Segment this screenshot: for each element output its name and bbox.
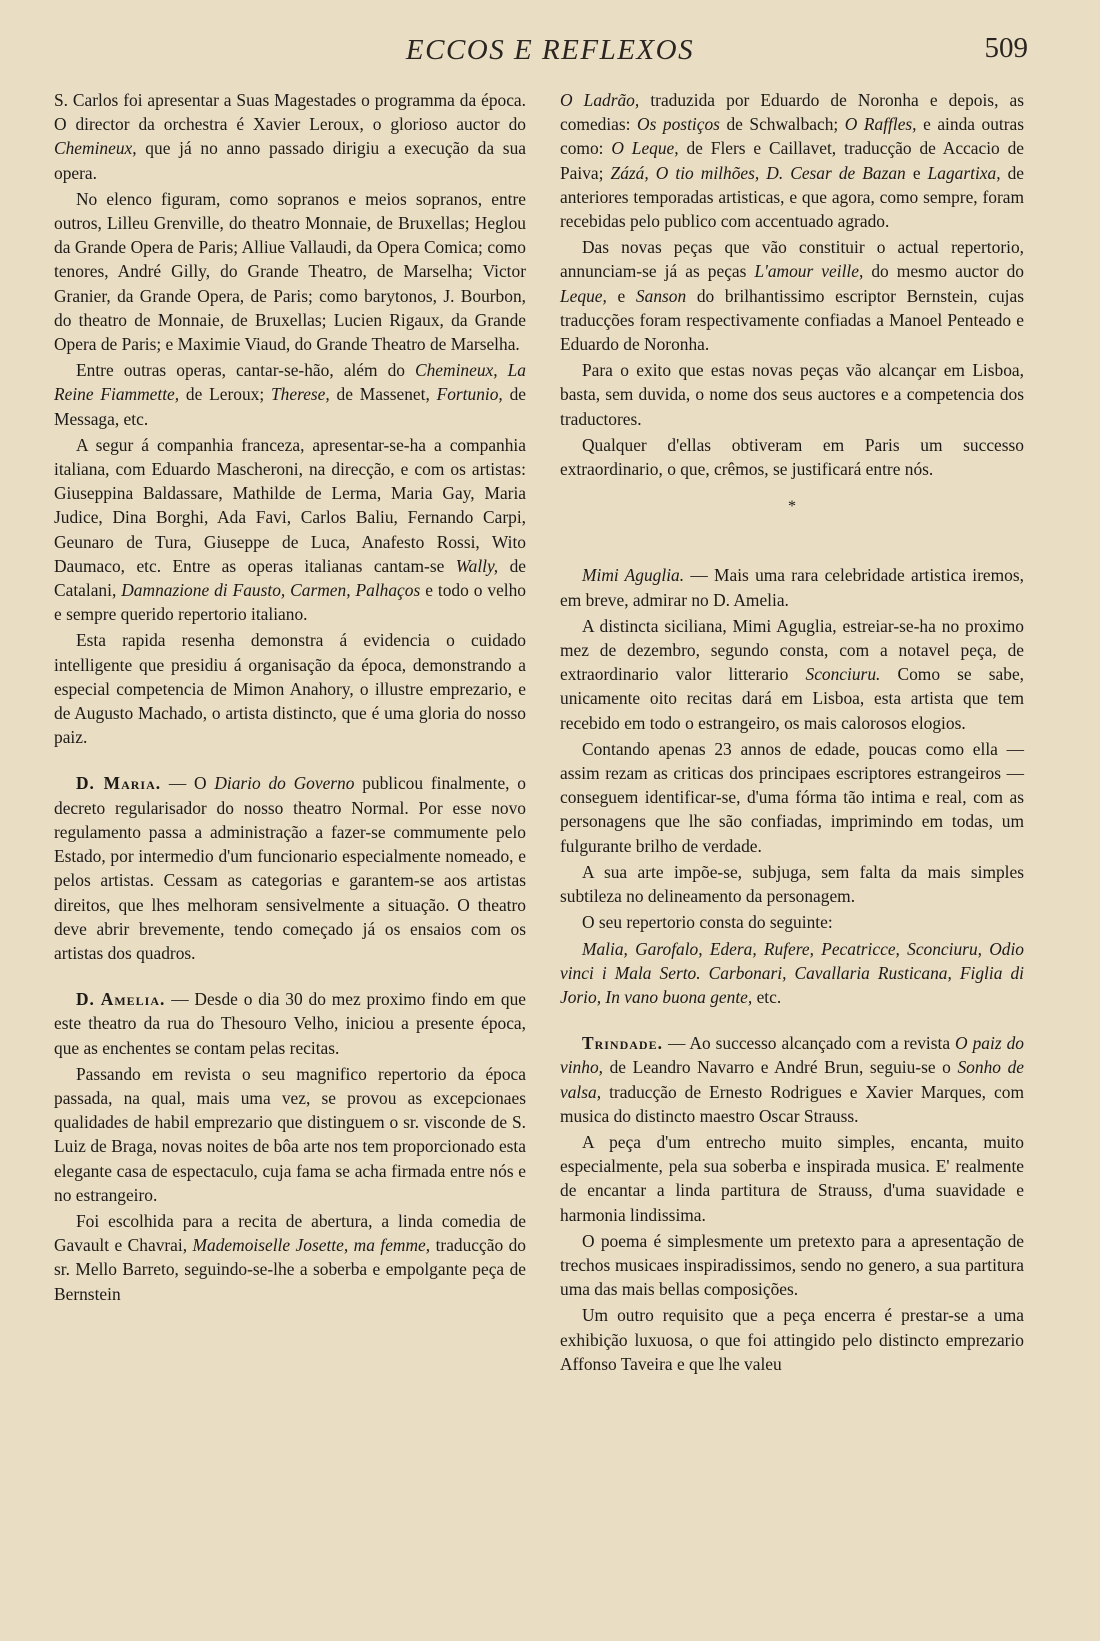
paragraph: A peça d'um entrecho muito simples, encanta, muito especialmente, pela sua soberba e inspirada musica. E' realmente de encantar a linda partitura de Strauss, d'uma suavidade e harmonia lindissima.	[560, 1131, 1024, 1225]
paragraph: O Ladrão, traduzida por Eduardo de Noronha e depois, as comedias: Os postiços de Schwalbach; O Raffles, e ainda outras como: O Leque, de Flers e Caillavet, traducção de Accacio de Paiva; Zázá, O tio milhões, D. Cesar de Bazan e Lagartixa, de anteriores temporadas artisticas, e que agora, como sempre, foram recebidas pelo publico com accentuado agrado.	[560, 90, 1025, 232]
repertoire-list: Malia, Garofalo, Edera, Rufere, Pecatricce, Sconciuru, Odio vinci i Mala Serto. Carbonari, Cavallaria Rusticana, Figlia di Jorio, In vano buona gente, etc.	[560, 938, 1024, 1007]
paragraph: No elenco figuram, como sopranos e meios sopranos, entre outros, Lilleu Grenville, do theatro Monnaie, de Bruxellas; Heglou da Grande Opera de Paris; Alliue Vallaudi, da Opera Comica; como tenores, André Gilly, do Grande Theatro, de Marselha; Victor Granier, da Grande Opera, de Paris; como barytonos, J. Bourbon, do theatro de Monnaie, de Bruxellas; Lucien Rigaux, da Grande Opera de Paris; e Maximie Viaud, do Grande Theatro de Marselha.	[54, 188, 526, 355]
paragraph: Para o exito que estas novas peças vão alcançar em Lisboa, basta, sem duvida, o nome dos seus auctores e a competencia dos traductores.	[560, 360, 1024, 429]
paragraph: Um outro requisito que a peça encerra é prestar-se a uma exhibição luxuosa, o que foi attingido pelo distincto emprezario Affonso Taveira e que lhe valeu	[560, 1305, 1024, 1374]
right-column	[560, 88, 1024, 1378]
paragraph: A distincta siciliana, Mimi Aguglia, estreiar-se-ha no proximo mez de dezembro, segundo consta, com a notavel peça, de extraordinario valor litterario Sconciuru. Como se sabe, unicamente oito recitas dará em Lisboa, esta artista que tem recebido em todo o estrangeiro, os mais calorosos elogios.	[560, 615, 1025, 733]
paragraph: Qualquer d'ellas obtiveram em Paris um successo extraordinario, o que, crêmos, se justificará entre nós.	[560, 434, 1024, 480]
page-header	[0, 28, 1100, 72]
paragraph: A sua arte impõe-se, subjuga, sem falta da mais simples subtileza no delineamento da personagem.	[560, 861, 1024, 907]
section-mimi-aguglia: Mimi Aguglia. — Mais uma rara celebridade artistica iremos, em breve, admirar no D. Amelia.	[560, 565, 1024, 610]
section-d-maria: D. Maria. — O Diario do Governo publicou finalmente, o decreto regularisador do nosso theatro Normal. Por esse novo regulamento passa a administração a fazer-se commumente pelo Estado, por intermedio d'um funcionario especialmente nomeado, e pelos artistas. Cessam as categorias e garantem-se aos artistas direitos, que lhes melhoram sensivelmente a situação. O theatro deve abrir brevemente, tendo começado já os ensaios com os artistas dos quadros.	[54, 773, 526, 963]
section-d-amelia: D. Amelia. — Desde o dia 30 do mez proximo findo em que este theatro da rua do Thesouro Velho, iniciou a presente época, que as enchentes se contam pelas recitas.	[54, 989, 527, 1058]
left-column	[54, 88, 526, 1308]
paragraph: Das novas peças que vão constituir o actual repertorio, annunciam-se já as peças L'amour veille, do mesmo auctor do Leque, e Sanson do brilhantissimo escriptor Bernstein, cujas traducções foram respectivamente confiadas a Manoel Penteado e Eduardo de Noronha.	[560, 237, 1024, 355]
running-title: ECCOS E REFLEXOS	[405, 34, 695, 66]
section-heading: D. Amelia.	[76, 989, 166, 1010]
paragraph: Esta rapida resenha demonstra á evidencia o cuidado intelligente que presidiu á organisação da época, demonstrando a especial competencia de Mimon Anahory, o illustre emprezario, e de Augusto Machado, o artista distincto, que é uma gloria do nosso paiz.	[54, 630, 526, 748]
paragraph: Passando em revista o seu magnifico repertorio da época passada, na qual, mais uma vez, se provou as excepcionaes qualidades de habil emprezario que distinguem o sr. visconde de S. Luiz de Braga, novas noites de bôa arte nos tem proporcionado esta elegante casa de espectaculo, cuja fama se acha firmada entre nós e no estrangeiro.	[54, 1063, 526, 1205]
paragraph: O seu repertorio consta do seguinte:	[582, 912, 833, 933]
section-heading: Trindade.	[582, 1033, 663, 1054]
section-separator: *	[788, 498, 796, 516]
paragraph: Contando apenas 23 annos de edade, poucas como ella — assim rezam as criticas dos principaes escriptores estrangeiros — conseguem identificar-se, d'uma fórma tão intima e real, com as personagens que lhe são confiadas, imprimindo em todas, um fulgurante brilho de verdade.	[560, 738, 1024, 856]
section-heading: D. Maria.	[76, 773, 162, 794]
section-trindade: Trindade. — Ao successo alcançado com a revista O paiz do vinho, de Leandro Navarro e André Brun, seguiu-se o Sonho de valsa, traducção de Ernesto Rodrigues e Xavier Marques, com musica do distincto maestro Oscar Strauss.	[560, 1033, 1024, 1126]
section-heading: Mimi Aguglia.	[582, 565, 685, 586]
paragraph: S. Carlos foi apresentar a Suas Magestades o programma da época. O director da orchestra é Xavier Leroux, o glorioso auctor do Chemineux, que já no anno passado dirigiu a execução da sua opera.	[54, 90, 526, 183]
page-number: 509	[984, 32, 1028, 64]
paragraph: O poema é simplesmente um pretexto para a apresentação de trechos musicaes inspiradissimos, sendo no genero, a sua partitura uma das mais bellas composições.	[560, 1230, 1024, 1300]
paragraph: Foi escolhida para a recita de abertura, a linda comedia de Gavault e Chavrai, Mademoiselle Josette, ma femme, traducção do sr. Mello Barreto, seguindo-se-lhe a soberba e empolgante peça de Bernstein	[54, 1210, 527, 1304]
paragraph: A segur á companhia franceza, apresentar-se-ha a companhia italiana, com Eduardo Mascheroni, na direcção, e com os artistas: Giuseppina Baldassare, Mathilde de Lerma, Maria Gay, Maria Judice, Dina Borghi, Ada Favi, Carlos Baliu, Fernando Carpi, Geunaro de Tura, Giuseppe de Luca, Anafesto Rossi, Wito Daumaco, etc. Entre as operas italianas cantam-se Wally, de Catalani, Damnazione di Fausto, Carmen, Palhaços e todo o velho e sempre querido repertorio italiano.	[54, 434, 527, 625]
paragraph: Entre outras operas, cantar-se-hão, além do Chemineux, La Reine Fiammette, de Leroux; Therese, de Massenet, Fortunio, de Messaga, etc.	[54, 360, 526, 429]
